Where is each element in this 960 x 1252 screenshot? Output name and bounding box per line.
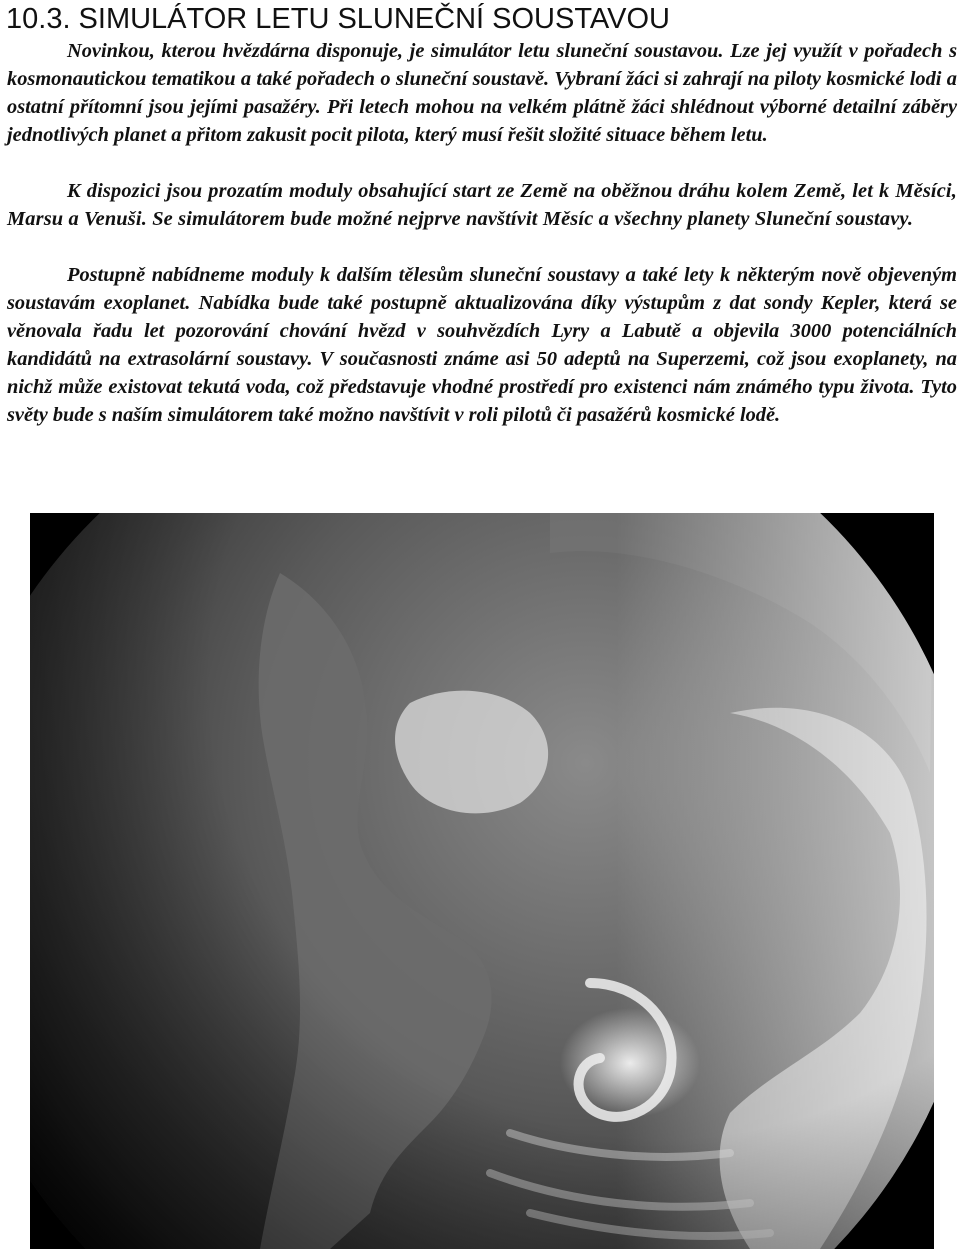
paragraph-modules: K dispozici jsou prozatím moduly obsahující start ze Země na oběžnou dráhu kolem Země, let k Měsíci, Marsu a Venuši. Se simulátorem bude možné nejprve navštívit Měsíc a všechny planety Sluneční soustavy. [7, 180, 957, 230]
earth-globe [30, 513, 934, 1249]
section-heading: 10.3. SIMULÁTOR LETU SLUNEČNÍ SOUSTAVOU [6, 3, 670, 35]
paragraph-exoplanets: Postupně nabídneme moduly k dalším tělesům sluneční soustavy a také lety k některým nově objeveným soustavám exoplanet. Nabídka bude také postupně aktualizována díky výstupům z dat sondy Kepler, která se věnovala řadu let pozorování chování hvězd v souhvězdích Lyry a Labutě a objevila 3000 potenciálních kandidátů na extrasolární soustavy. V současnosti známe asi 50 adeptů na Superzemi, což jsou exoplanety, na nichž může existovat tekutá voda, což představuje vhodné prostředí pro existenci nám známého typu života. Tyto světy bude s naším simulátorem také možno navštívit v roli pilotů či pasažérů kosmické lodě. [7, 264, 957, 426]
earth-photo-drawing [30, 513, 934, 1249]
earth-photo [30, 513, 934, 1249]
paragraph-intro: Novinkou, kterou hvězdárna disponuje, je simulátor letu sluneční soustavou. Lze jej využít v pořadech s kosmonautickou tematikou a také pořadech o sluneční soustavě. Vybraní žáci si zahrají na piloty kosmické lodi a ostatní přítomní jsou jejími pasažéry. Při letech mohou na velkém plátně žáci shlédnout výborné detailní záběry jednotlivých planet a přitom zakusit pocit pilota, který musí řešit složité situace během letu. [7, 40, 957, 146]
body-text [7, 37, 957, 429]
